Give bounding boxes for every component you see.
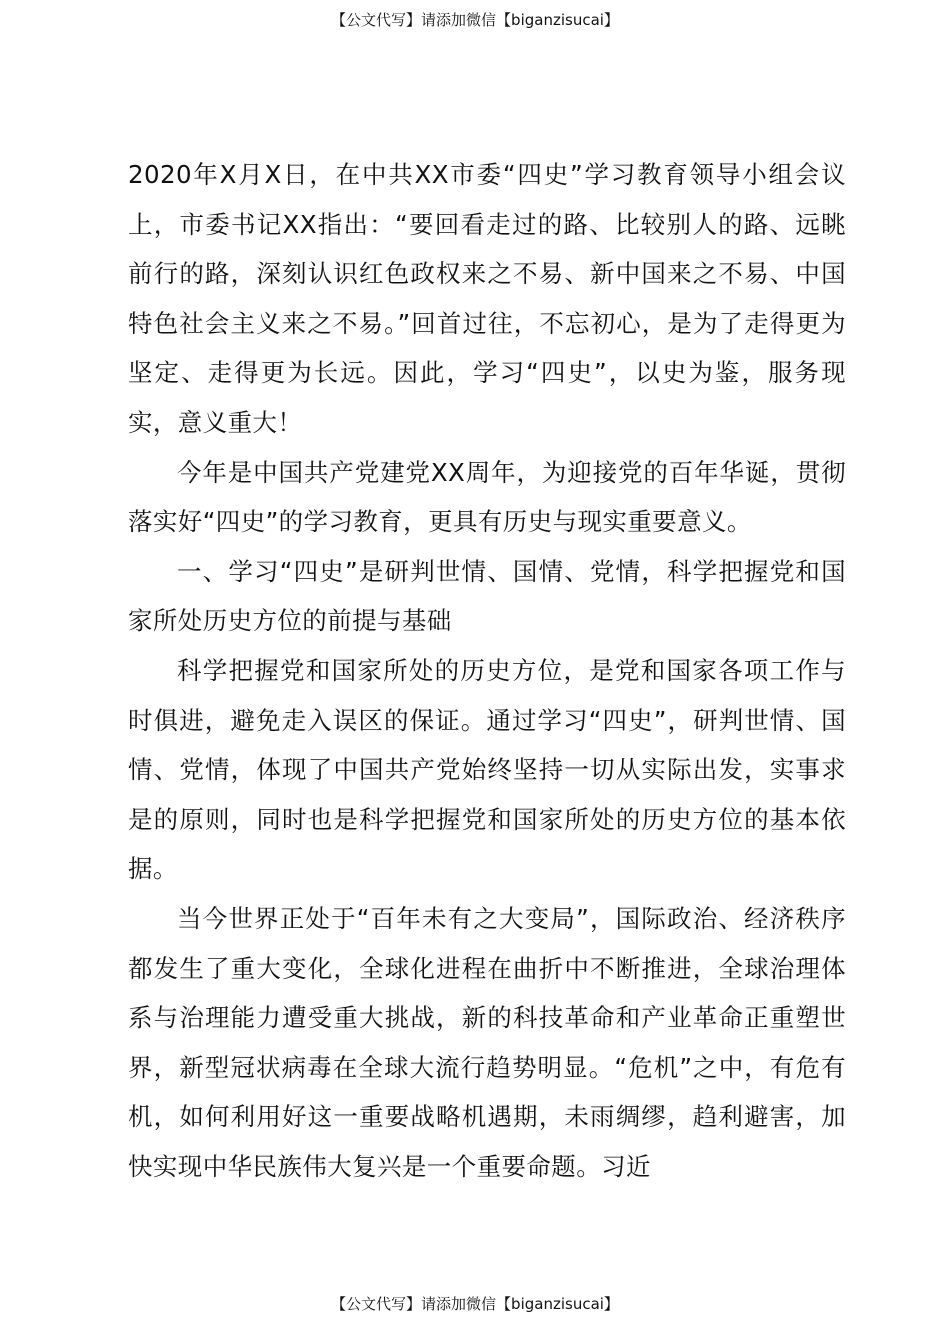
page-header: 【公文代写】请添加微信【biganzisucai】 [331,11,619,29]
paragraph-intro: 2020年X月X日，在中共XX市委“四史”学习教育领导小组会议上，市委书记XX指出：“要回看走过的路、比较别人的路、远眺前行的路，深刻认识红色政权来之不易、新中国来之不易、中国特色社会主义来之不易。”回首过往，不忘初心，是为了走得更为坚定、走得更为长远。因此，学习“四史”，以史为鉴，服务现实，意义重大！ [128,160,846,437]
paragraph-historical-position: 科学把握党和国家所处的历史方位，是党和国家各项工作与时俱进，避免走入误区的保证。通过学习“四史”，研判世情、国情、党情，体现了中国共产党始终坚持一切从实际出发，实事求是的原则，同时也是科学把握党和国家所处的历史方位的基本依据。 [128,655,846,884]
paragraph-world-situation: 当今世界正处于“百年未有之大变局”，国际政治、经济秩序都发生了重大变化，全球化进程在曲折中不断推进，全球治理体系与治理能力遭受重大挑战，新的科技革命和产业革命正重塑世界，新型冠状病毒在全球大流行趋势明显。“危机”之中，有危有机，如何利用好这一重要战略机遇期，未雨绸缪，趋利避害，加快实现中华民族伟大复兴是一个重要命题。习近 [128,903,846,1181]
section-heading-1: 一、学习“四史”是研判世情、国情、党情，科学把握党和国家所处历史方位的前提与基础 [128,556,846,636]
document-body [128,150,846,1191]
paragraph-anniversary: 今年是中国共产党建党XX周年，为迎接党的百年华诞，贯彻落实好“四史”的学习教育，更具有历史与现实重要意义。 [128,457,846,537]
page-footer: 【公文代写】请添加微信【biganzisucai】 [331,1295,619,1313]
